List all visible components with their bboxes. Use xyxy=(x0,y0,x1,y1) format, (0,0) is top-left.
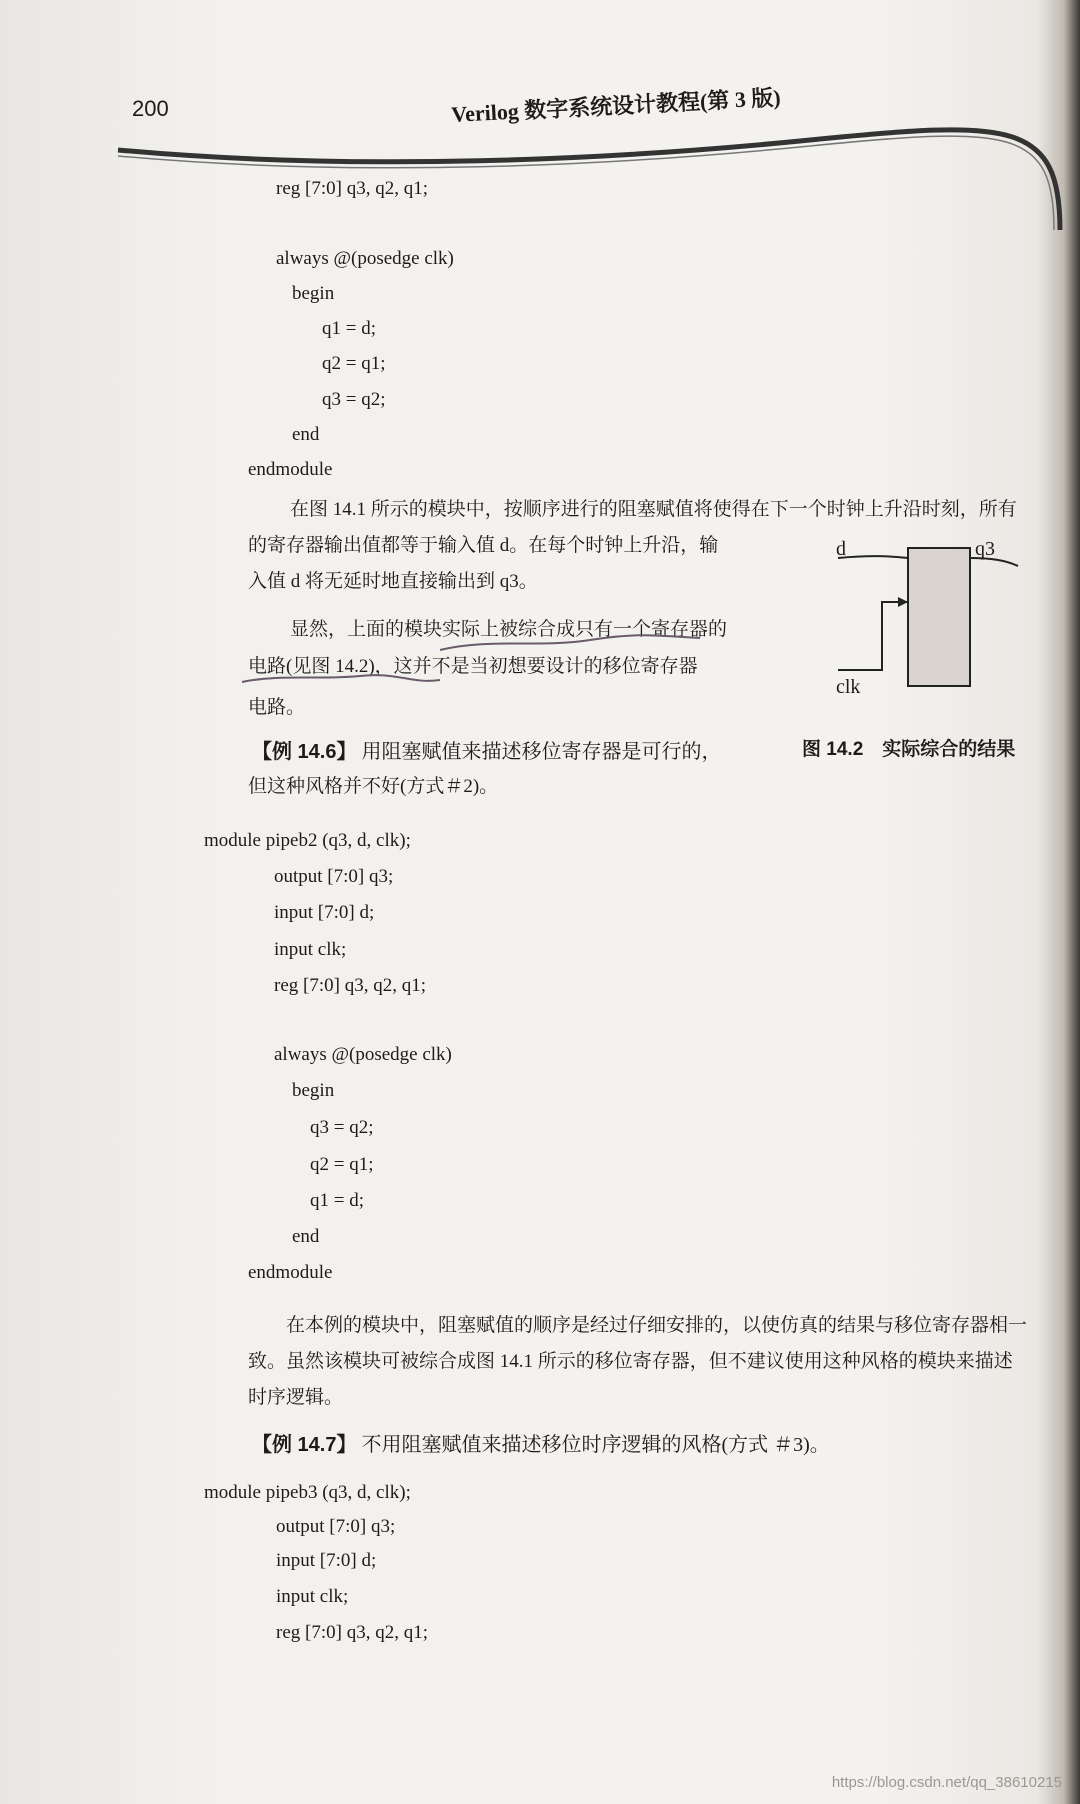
code-line: reg [7:0] q3, q2, q1; xyxy=(274,975,426,996)
running-header: Verilog 数字系统设计教程(第 3 版) xyxy=(450,84,782,128)
code-line: q2 = q1; xyxy=(322,353,386,374)
code-line: always @(posedge clk) xyxy=(274,1044,452,1065)
code-line: q1 = d; xyxy=(322,318,376,339)
example-title: 用阻塞赋值来描述移位寄存器是可行的， xyxy=(361,741,722,763)
code-line: begin xyxy=(292,1080,335,1101)
paragraph-line: 但这种风格并不好(方式＃2)。 xyxy=(248,776,499,797)
handwritten-underline xyxy=(240,632,740,692)
code-line: reg [7:0] q3, q2, q1; xyxy=(276,178,428,199)
code-line: endmodule xyxy=(248,1262,333,1283)
code-line: module pipeb3 (q3, d, clk); xyxy=(204,1482,411,1503)
paragraph-line: 致。虽然该模块可被综合成图 14.1 所示的移位寄存器，但不建议使用这种风格的模块来描述 xyxy=(248,1351,1013,1372)
paragraph-line: 的寄存器输出值都等于输入值 d。在每个时钟上升沿，输 xyxy=(248,535,719,556)
paragraph-line: 在图 14.1 所示的模块中，按顺序进行的阻塞赋值将使得在下一个时钟上升沿时刻，所有 xyxy=(290,499,1017,520)
code-line: input [7:0] d; xyxy=(274,902,375,923)
code-line: input [7:0] d; xyxy=(276,1550,377,1571)
code-line: input clk; xyxy=(274,939,347,960)
code-line: endmodule xyxy=(248,459,333,480)
paragraph-line: 在本例的模块中，阻塞赋值的顺序是经过仔细安排的，以使仿真的结果与移位寄存器相一 xyxy=(286,1315,1028,1336)
code-line: end xyxy=(292,1226,320,1247)
example-heading xyxy=(252,735,721,764)
figure-caption: 图 14.2 实际综合的结果 xyxy=(802,739,1016,760)
code-line: output [7:0] q3; xyxy=(276,1516,396,1537)
code-line: input clk; xyxy=(276,1586,349,1607)
code-line: q2 = q1; xyxy=(310,1154,374,1175)
code-line: output [7:0] q3; xyxy=(274,866,394,887)
code-line: reg [7:0] q3, q2, q1; xyxy=(276,1622,428,1643)
signal-label-q3: q3 xyxy=(975,538,995,560)
paragraph-line: 时序逻辑。 xyxy=(248,1387,344,1408)
watermark: https://blog.csdn.net/qq_38610215 xyxy=(831,1774,1062,1791)
signal-label-clk: clk xyxy=(836,676,861,698)
code-line: q3 = q2; xyxy=(322,389,386,410)
example-heading xyxy=(252,1428,830,1457)
page-number: 200 xyxy=(132,96,169,121)
code-line: q3 = q2; xyxy=(310,1117,374,1138)
example-tag: 【例 14.6】 xyxy=(252,741,357,763)
example-tag: 【例 14.7】 xyxy=(252,1434,357,1456)
code-line: end xyxy=(292,424,320,445)
example-title: 不用阻塞赋值来描述移位时序逻辑的风格(方式 ＃3)。 xyxy=(361,1434,830,1456)
header-rule xyxy=(110,110,1070,240)
paragraph-line: 显然，上面的模块实际上被综合成只有一个寄存器的 xyxy=(290,619,728,640)
paragraph-line: 入值 d 将无延时地直接输出到 q3。 xyxy=(248,571,538,592)
paragraph-line: 电路。 xyxy=(248,697,306,718)
paragraph-line: 电路(见图 14.2)，这并不是当初想要设计的移位寄存器 xyxy=(248,656,698,677)
code-line: q1 = d; xyxy=(310,1190,364,1211)
signal-label-d: d xyxy=(836,538,846,560)
code-line: always @(posedge clk) xyxy=(276,248,454,269)
code-line: module pipeb2 (q3, d, clk); xyxy=(204,830,411,851)
code-line: begin xyxy=(292,283,335,304)
